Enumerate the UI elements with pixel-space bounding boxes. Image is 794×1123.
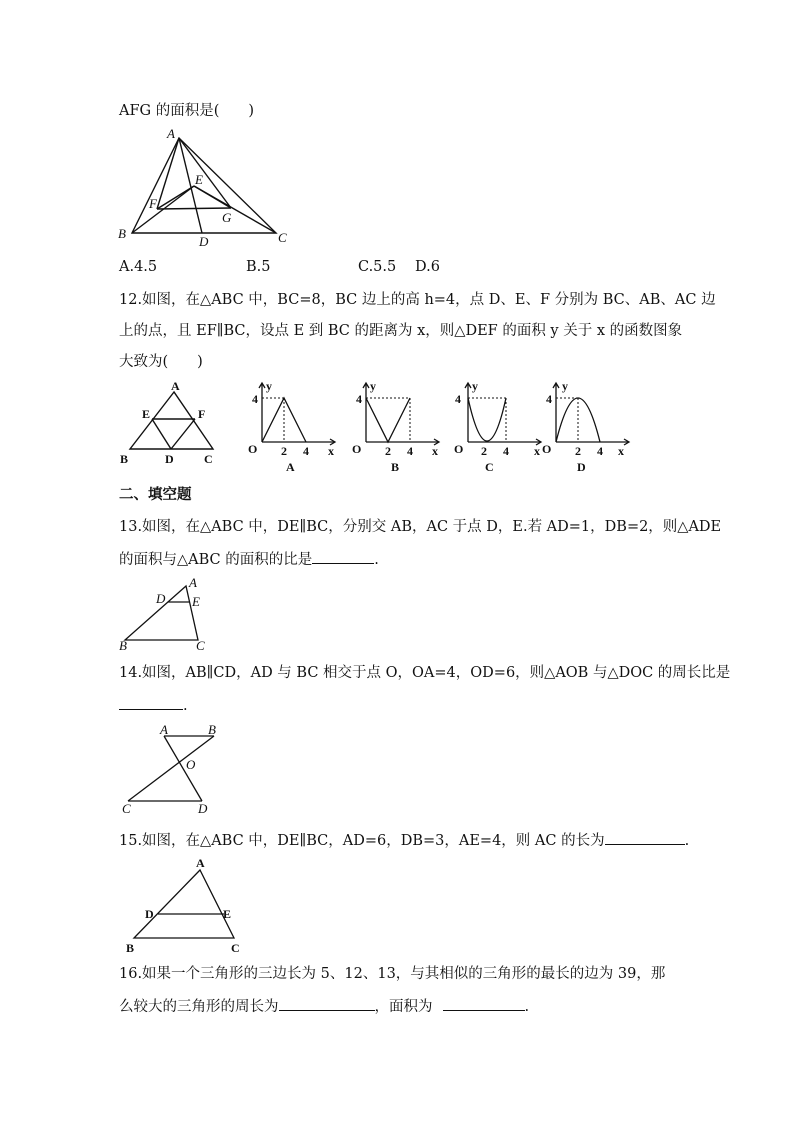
q12-graph-a-4x: 4 (303, 444, 309, 458)
q12-graph-a-o: O (248, 442, 258, 456)
q12-graph-d (536, 378, 636, 474)
q11-label-B: B (118, 226, 126, 241)
q16-line2-end: . (524, 999, 530, 1015)
q12-graph-a-y: y (266, 379, 272, 393)
q13-label-E: E (192, 594, 200, 609)
q12-label-C: C (204, 452, 213, 466)
q14-line2 (119, 694, 188, 716)
q12-label-F: F (198, 407, 206, 421)
q15-figure (118, 856, 248, 956)
q15-label-B: B (126, 941, 135, 955)
q11-label-F: F (149, 196, 157, 211)
q11-stem-tail: AFG 的面积是( ) (119, 103, 255, 119)
q15-label-C: C (231, 941, 240, 955)
q14-label-C: C (122, 801, 131, 816)
q12-graph-c-2: 2 (481, 444, 487, 458)
q12-graph-b-y: y (370, 379, 376, 393)
q13-label-D: D (156, 591, 166, 606)
q12-graph-c-4x: 4 (503, 444, 509, 458)
q16-line1: 16.如果一个三角形的三边长为 5、12、13，与其相似的三角形的最长的边为 39，那 (119, 966, 666, 982)
q12-graph-d-y: y (562, 379, 568, 393)
q12-label-A: A (171, 379, 180, 393)
q12-graph-c-x: x (534, 444, 540, 458)
q12-line2: 上的点，且 EF∥BC，设点 E 到 BC 的距离为 x，则△DEF 的面积 y 关于 x 的函数图象 (119, 323, 683, 339)
section-fill-in-title: 二、填空题 (119, 486, 192, 503)
q12-graph-b (346, 378, 446, 474)
q11-label-D: D (199, 234, 209, 249)
q16-line2-a: 么较大的三角形的周长为 (119, 999, 279, 1015)
q12-graph-b-x: x (432, 444, 438, 458)
q16-perimeter-blank[interactable] (279, 995, 375, 1011)
q12-graph-b-2: 2 (385, 444, 391, 458)
q12-graph-d-caption: D (577, 460, 586, 474)
q15-label-E: E (223, 907, 232, 921)
q12-graph-c (444, 378, 544, 474)
q14-answer-blank[interactable] (119, 694, 183, 710)
q12-graph-d-x: x (618, 444, 624, 458)
q12-graph-c-y: y (472, 379, 478, 393)
q16-area-blank[interactable] (443, 995, 525, 1011)
q12-graph-c-4: 4 (455, 392, 461, 406)
q13-label-C: C (196, 638, 205, 653)
q13-answer-blank[interactable] (312, 548, 374, 564)
q12-graph-d-4: 4 (546, 392, 552, 406)
q12-graph-a (240, 378, 340, 474)
q12-graph-a-caption: A (286, 460, 295, 474)
q13-line2-text: 的面积与△ABC 的面积的比是 (119, 552, 313, 568)
q12-line1: 12.如图，在△ABC 中，BC=8，BC 边上的高 h=4，点 D、E、F 分别为 BC、AB、AC 边 (119, 292, 716, 308)
q11-label-E: E (195, 172, 203, 187)
q12-label-D: D (165, 452, 174, 466)
q12-graph-b-4x: 4 (407, 444, 413, 458)
q12-graph-b-4: 4 (356, 392, 362, 406)
q13-label-B: B (119, 638, 127, 653)
q12-graph-a-2: 2 (281, 444, 287, 458)
q13-figure (114, 576, 214, 652)
q14-label-D: D (198, 801, 208, 816)
q13-line2-end: . (374, 552, 379, 568)
q15-line1 (119, 829, 689, 851)
q11-label-G: G (222, 210, 232, 225)
q12-graph-d-4x: 4 (597, 444, 603, 458)
q16-line2-b: ，面积为 (374, 999, 433, 1015)
q13-line2 (119, 548, 379, 570)
q12-graph-b-o: O (352, 442, 362, 456)
q15-line1-end: . (684, 833, 690, 849)
q11-option-d: D.6 (415, 259, 440, 275)
q11-option-c: C.5.5 (358, 259, 397, 275)
q12-graph-c-caption: C (485, 460, 494, 474)
q11-figure (112, 124, 297, 249)
q13-label-A: A (189, 575, 197, 590)
q11-option-b: B.5 (246, 259, 271, 275)
q12-graph-a-4: 4 (252, 392, 258, 406)
q14-line1: 14.如图，AB∥CD，AD 与 BC 相交于点 O，OA=4，OD=6，则△AOB 与△DOC 的周长比是 (119, 665, 731, 681)
q11-option-a: A.4.5 (119, 259, 158, 275)
q11-label-A: A (167, 126, 175, 141)
q15-answer-blank[interactable] (605, 829, 685, 845)
q16-line2 (119, 995, 529, 1017)
q14-label-B: B (208, 722, 216, 737)
q15-label-D: D (145, 907, 154, 921)
q14-label-O: O (186, 757, 196, 772)
q13-line1: 13.如图，在△ABC 中，DE∥BC，分别交 AB，AC 于点 D，E.若 AD=1，DB=2，则△ADE (119, 519, 722, 535)
q12-line3: 大致为( ) (119, 354, 203, 370)
q12-triangle-figure (116, 378, 224, 466)
q14-line2-end: . (183, 698, 188, 714)
q14-figure (116, 722, 226, 817)
q12-graph-d-o: O (542, 442, 552, 456)
q12-graph-b-caption: B (391, 460, 400, 474)
q15-line1-text: 15.如图，在△ABC 中，DE∥BC，AD=6，DB=3，AE=4，则 AC 的长为 (119, 833, 605, 849)
q11-label-C: C (278, 230, 287, 245)
q12-graph-d-2: 2 (575, 444, 581, 458)
q12-label-E: E (142, 407, 151, 421)
q12-graph-a-x: x (328, 444, 334, 458)
q12-graph-c-o: O (454, 442, 464, 456)
q12-label-B: B (120, 452, 129, 466)
q15-label-A: A (196, 856, 205, 870)
q14-label-A: A (160, 722, 168, 737)
